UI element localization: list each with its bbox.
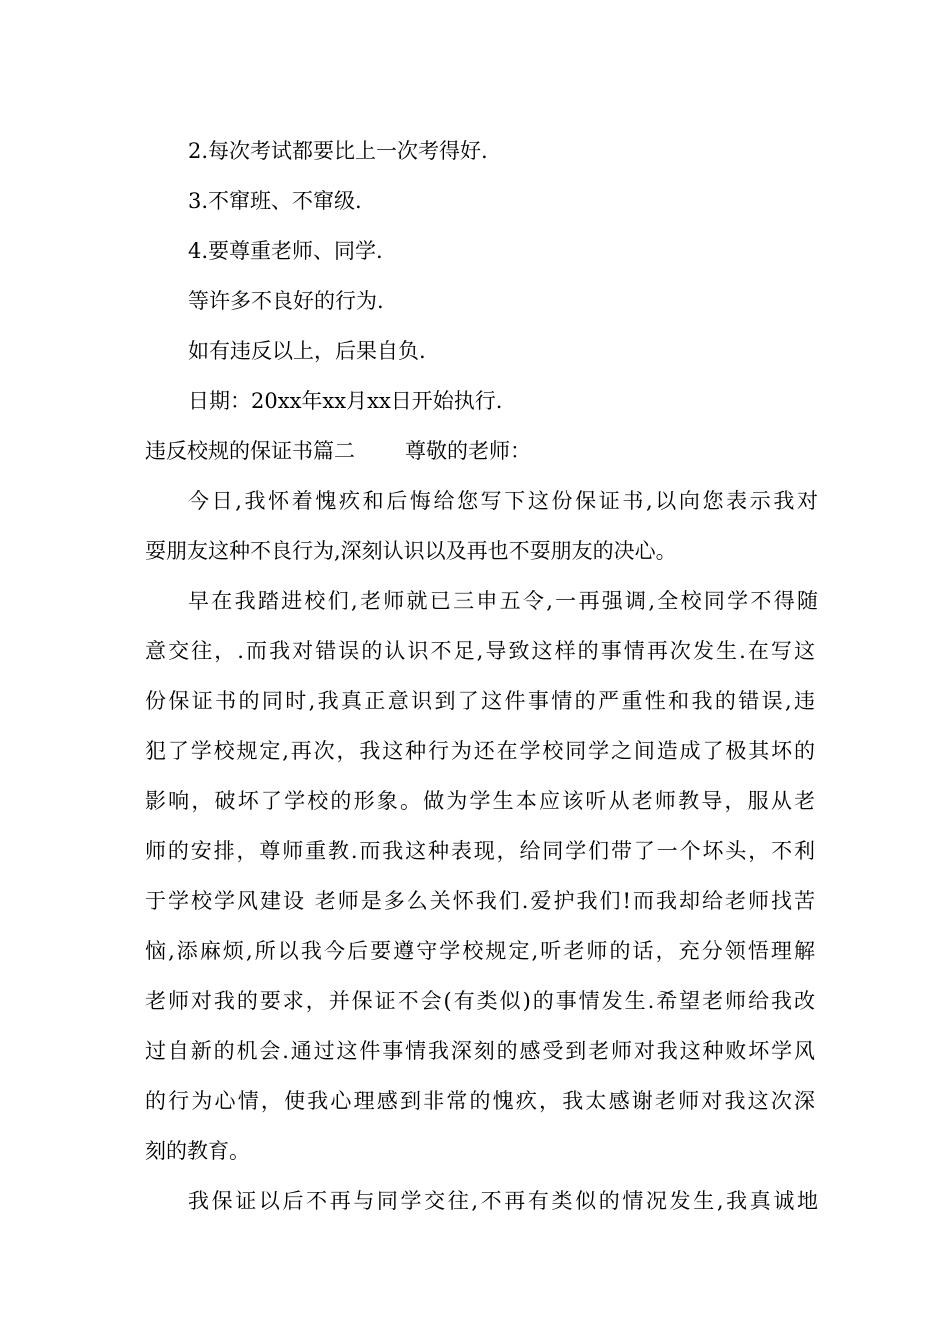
salutation: 尊敬的老师： <box>405 439 531 463</box>
list-item: 4.要尊重老师、同学. <box>188 239 383 263</box>
paragraph-line: 我保证以后不再与同学交往,不再有类似的情况发生,我真诚地 <box>188 1189 818 1213</box>
paragraph-line: 于学校学风建设 老师是多么关怀我们.爱护我们!而我却给老师找苦 <box>145 889 815 913</box>
paragraph-line: 恼,添麻烦,所以我今后要遵守学校规定,听老师的话，充分领悟理解 <box>145 939 815 963</box>
paragraph-line: 刻的教育。 <box>145 1139 250 1163</box>
section-title: 违反校规的保证书篇二 <box>145 439 355 463</box>
paragraph-line: 份保证书的同时,我真正意识到了这件事情的严重性和我的错误,违 <box>145 689 815 713</box>
list-item: 2.每次考试都要比上一次考得好. <box>188 139 488 163</box>
date-line: 日期：20xx年xx月xx日开始执行. <box>188 389 503 413</box>
paragraph-line: 老师对我的要求，并保证不会(有类似)的事情发生.希望老师给我改 <box>145 989 815 1013</box>
list-item: 3.不窜班、不窜级. <box>188 189 362 213</box>
section-heading-row <box>145 437 815 465</box>
body-line: 如有违反以上，后果自负. <box>188 339 426 363</box>
body-line: 等许多不良好的行为. <box>188 289 384 313</box>
paragraph-line: 过自新的机会.通过这件事情我深刻的感受到老师对我这种败坏学风 <box>145 1039 815 1063</box>
paragraph-line: 师的安排，尊师重教.而我这种表现，给同学们带了一个坏头，不利 <box>145 839 815 863</box>
paragraph-line: 意交往，.而我对错误的认识不足,导致这样的事情再次发生.在写这 <box>145 639 815 663</box>
paragraph-line: 今日,我怀着愧疚和后悔给您写下这份保证书,以向您表示我对 <box>188 489 818 513</box>
paragraph-line: 早在我踏进校们,老师就已三申五令,一再强调,全校同学不得随 <box>188 589 818 613</box>
paragraph-line: 耍朋友这种不良行为,深刻认识以及再也不耍朋友的决心。 <box>145 539 677 563</box>
paragraph-line: 的行为心情，使我心理感到非常的愧疚，我太感谢老师对我这次深 <box>145 1089 815 1113</box>
paragraph-line: 影响，破坏了学校的形象。做为学生本应该听从老师教导，服从老 <box>145 789 815 813</box>
paragraph-line: 犯了学校规定,再次，我这种行为还在学校同学之间造成了极其坏的 <box>145 739 815 763</box>
